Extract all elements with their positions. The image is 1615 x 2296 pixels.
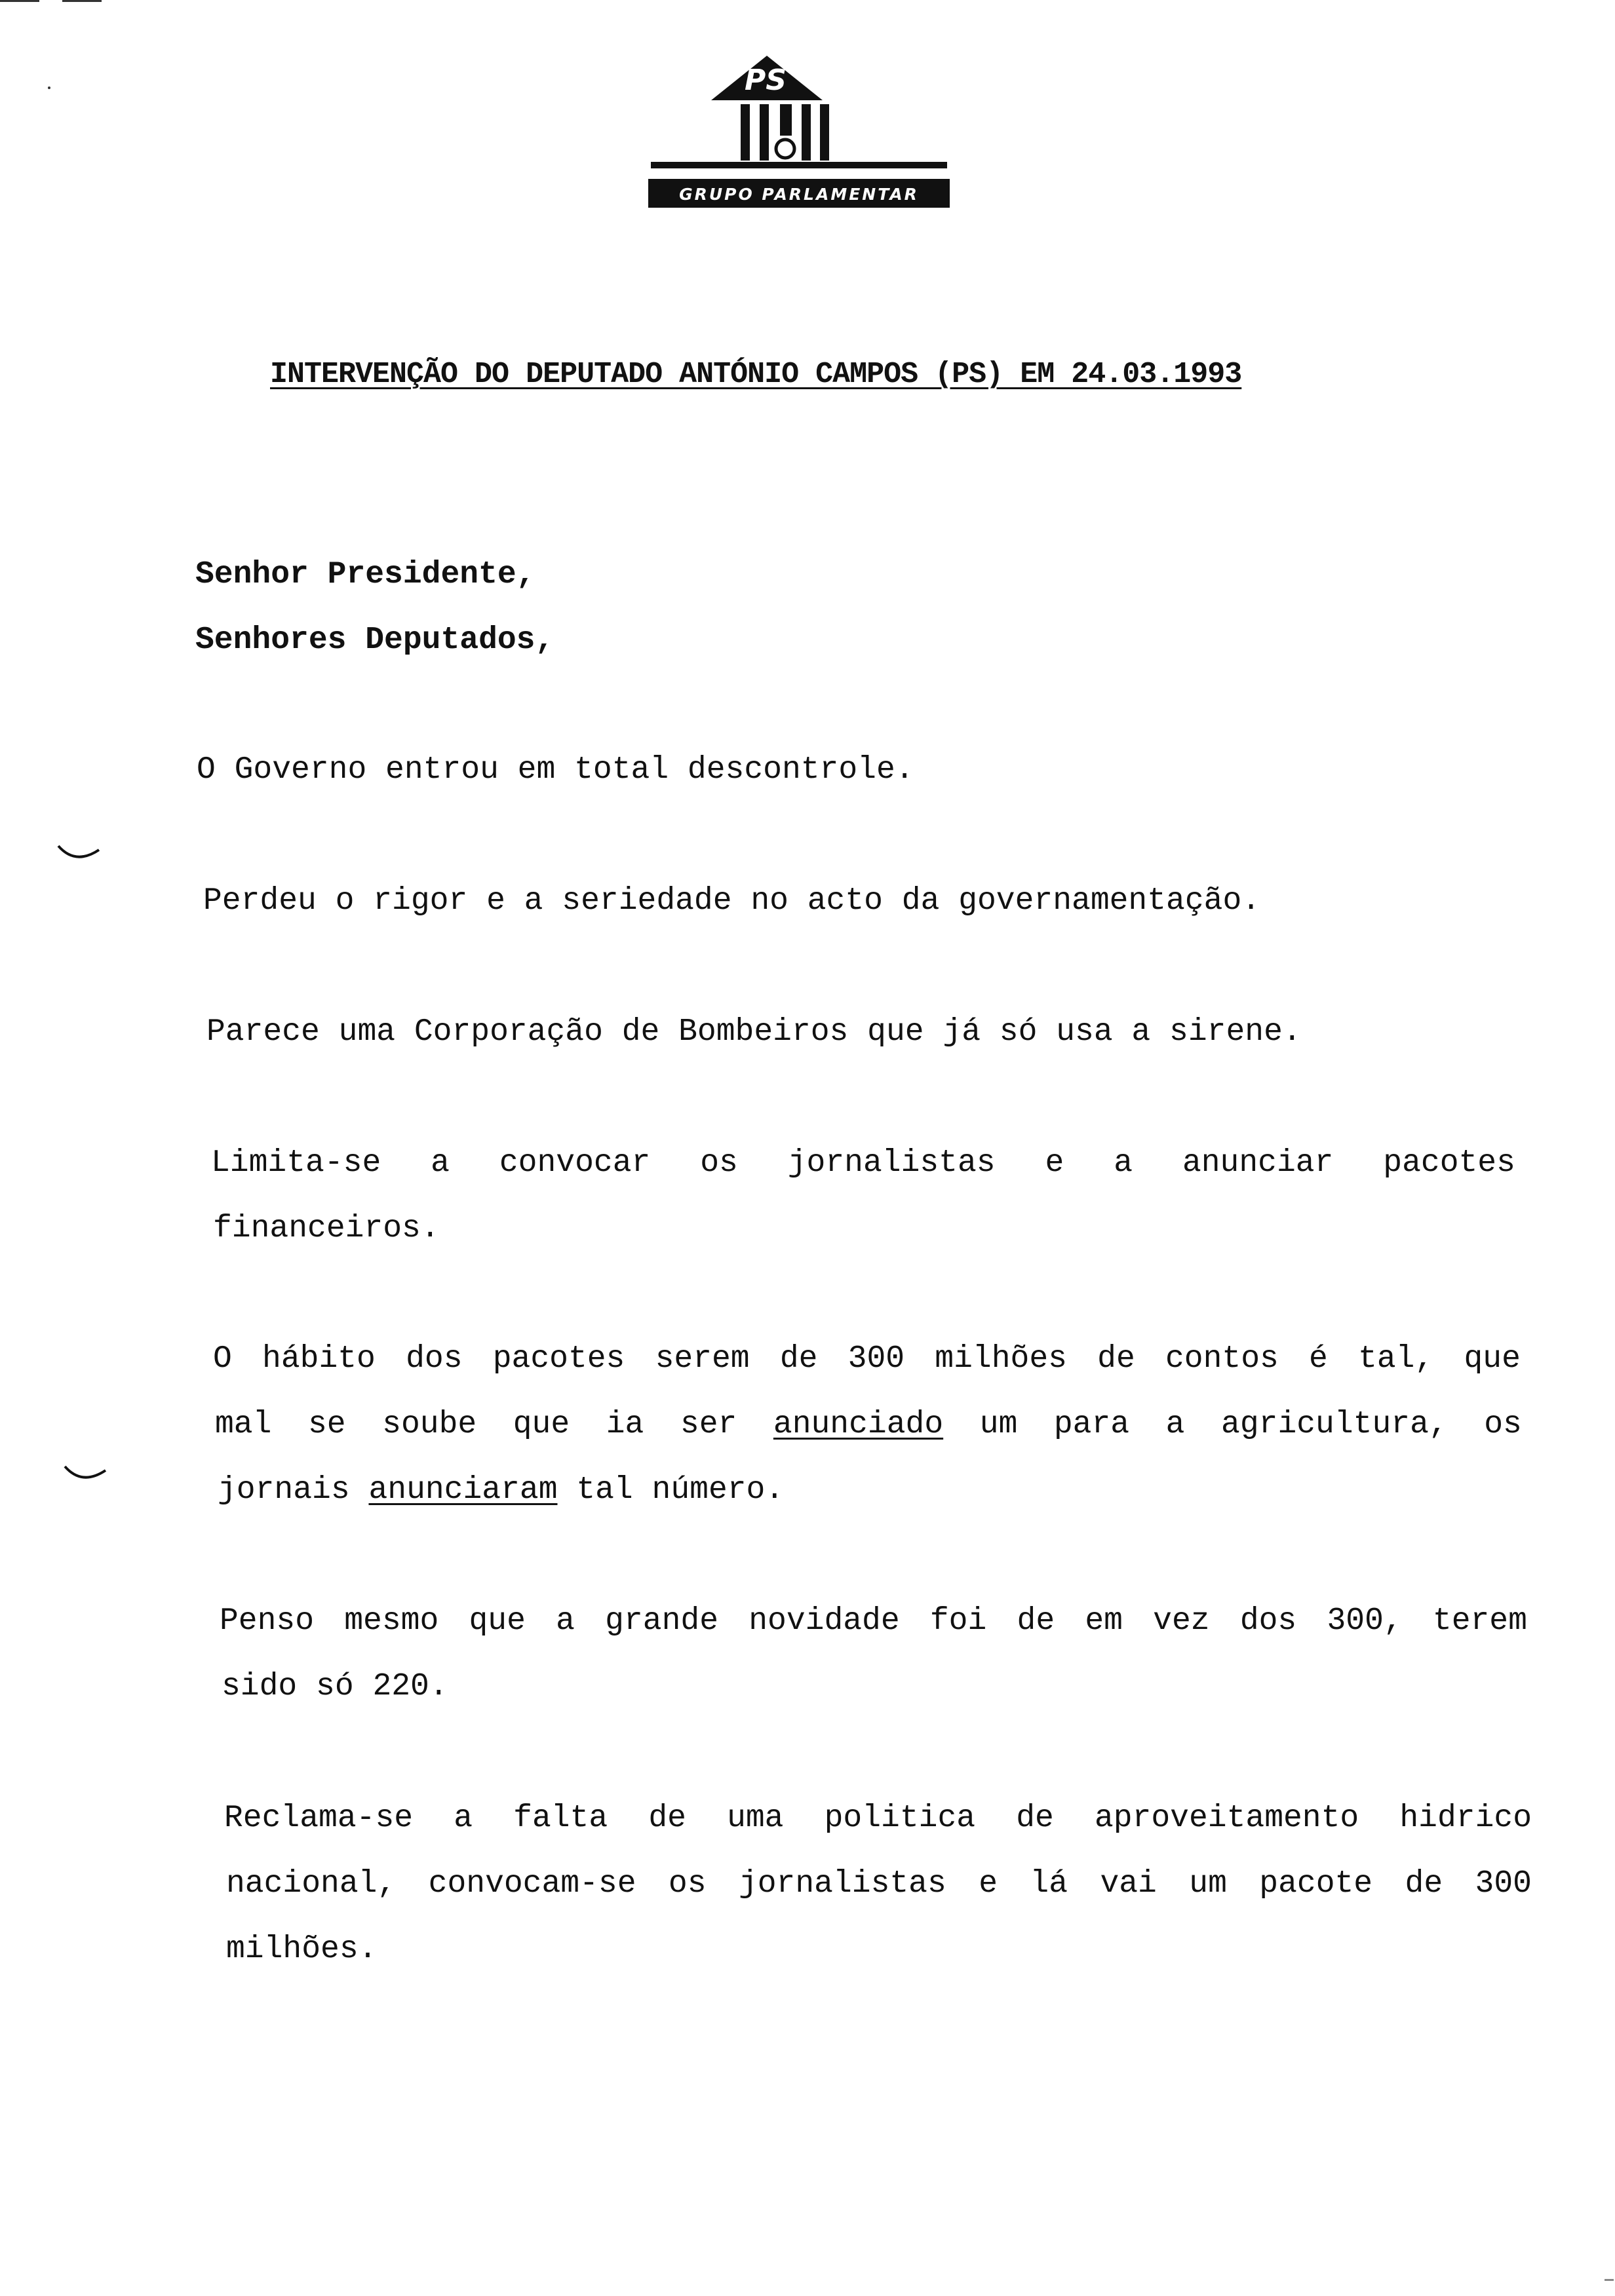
word: de — [1017, 1603, 1055, 1639]
word: convocar — [499, 1145, 651, 1181]
paragraph-4-line-2: financeiros. — [213, 1211, 440, 1246]
word: aproveitamento — [1094, 1801, 1359, 1836]
word: que — [1464, 1341, 1521, 1377]
margin-check-mark-icon — [56, 842, 102, 868]
logo-caption: GRUPO PARLAMENTAR — [679, 185, 919, 204]
logo-column — [760, 104, 769, 161]
salutation-line-2: Senhores Deputados, — [195, 622, 555, 658]
margin-check-mark-icon — [62, 1463, 108, 1489]
word: serem — [655, 1341, 750, 1377]
word: é — [1309, 1341, 1328, 1377]
word: O — [213, 1341, 232, 1377]
logo-column — [741, 104, 750, 161]
word: ser — [680, 1407, 737, 1442]
paragraph-6-line-1 — [220, 1603, 1527, 1639]
paragraph-3: Parece uma Corporação de Bombeiros que já só usa a sirene. — [206, 1014, 1302, 1050]
logo-column — [820, 104, 829, 161]
word: grande — [605, 1603, 718, 1639]
logo-base-line — [651, 162, 947, 168]
paragraph-5-line-3-tail: tal número. — [576, 1472, 785, 1508]
scan-mark-bottom-right — [1605, 2279, 1614, 2281]
word: se — [307, 1407, 346, 1442]
scan-dot — [48, 86, 50, 89]
word: mesmo — [344, 1603, 439, 1639]
word: de — [1016, 1801, 1054, 1836]
logo-rose-icon — [776, 140, 794, 158]
word: terem — [1432, 1603, 1527, 1639]
word: falta — [513, 1801, 608, 1836]
paragraph-1 — [197, 752, 914, 788]
word: convocam-se — [428, 1866, 636, 1902]
word: de — [1405, 1866, 1443, 1902]
logo-graphic — [646, 49, 954, 213]
word: ia — [606, 1407, 644, 1442]
word: lá — [1030, 1866, 1068, 1902]
paragraph-7-line-1 — [224, 1801, 1532, 1836]
paragraph-1-text: O Governo entrou em total descontrole. — [197, 752, 914, 788]
word: que — [469, 1603, 526, 1639]
logo-column — [780, 104, 792, 136]
word: 300 — [847, 1341, 905, 1377]
word: em — [1085, 1603, 1123, 1639]
word: a — [431, 1145, 450, 1181]
word: jornalistas — [787, 1145, 996, 1181]
paragraph-5-line-3 — [218, 1472, 784, 1508]
underlined-word: anunciado — [773, 1407, 944, 1442]
word: 300 — [1475, 1866, 1532, 1902]
word: um — [979, 1407, 1018, 1442]
word: de — [1097, 1341, 1135, 1377]
scan-mark-top-left-1 — [0, 0, 39, 2]
word: foi — [929, 1603, 987, 1639]
underlined-word: anunciaram — [368, 1472, 558, 1508]
word: vez — [1153, 1603, 1210, 1639]
paragraph-7-line-2 — [226, 1866, 1532, 1902]
paragraph-6-line-2: sido só 220. — [222, 1669, 448, 1704]
word: contos — [1165, 1341, 1279, 1377]
word: e — [979, 1866, 998, 1902]
word: que — [513, 1407, 570, 1442]
word: os — [668, 1866, 707, 1902]
word: anunciar — [1182, 1145, 1334, 1181]
word: de — [648, 1801, 686, 1836]
word: a — [556, 1603, 575, 1639]
word: politica — [824, 1801, 976, 1836]
word: uma — [727, 1801, 784, 1836]
word: um — [1189, 1866, 1227, 1902]
word: jornalistas — [738, 1866, 946, 1902]
paragraph-4-line-1 — [211, 1145, 1515, 1181]
word: mal — [215, 1407, 272, 1442]
document-title: INTERVENÇÃO DO DEPUTADO ANTÓNIO CAMPOS (PS) EM 24.03.1993 — [270, 358, 1242, 391]
scan-mark-top-left-2 — [62, 0, 102, 2]
word: os — [1484, 1407, 1522, 1442]
word: Penso — [220, 1603, 315, 1639]
word: dos — [406, 1341, 463, 1377]
word: Reclama-se — [224, 1801, 414, 1836]
word: jornais — [218, 1472, 350, 1508]
word: vai — [1100, 1866, 1157, 1902]
word: nacional, — [226, 1866, 397, 1902]
word: soube — [382, 1407, 477, 1442]
word: de — [779, 1341, 818, 1377]
paragraph-7-line-3: milhões. — [226, 1932, 378, 1967]
paragraph-5-line-1 — [213, 1341, 1521, 1377]
word: 300, — [1327, 1603, 1403, 1639]
word: a — [454, 1801, 473, 1836]
word: milhões — [935, 1341, 1067, 1377]
word: para — [1053, 1407, 1130, 1442]
word: a — [1114, 1145, 1133, 1181]
word: dos — [1239, 1603, 1297, 1639]
word: hábito — [262, 1341, 376, 1377]
word: hidrico — [1399, 1801, 1532, 1836]
word: tal, — [1358, 1341, 1434, 1377]
word: a — [1165, 1407, 1185, 1442]
word: Limita-se — [211, 1145, 381, 1181]
word: novidade — [749, 1603, 900, 1639]
word: pacotes — [1383, 1145, 1515, 1181]
salutation-line-1: Senhor Presidente, — [195, 557, 535, 592]
paragraph-2: Perdeu o rigor e a seriedade no acto da governamentação. — [203, 883, 1261, 919]
ps-parliamentary-group-logo — [646, 49, 954, 213]
word: os — [700, 1145, 738, 1181]
word: pacotes — [492, 1341, 625, 1377]
word: e — [1045, 1145, 1064, 1181]
logo-column — [802, 104, 811, 161]
logo-initials: PS — [745, 64, 787, 97]
word: agricultura, — [1221, 1407, 1448, 1442]
word: pacote — [1259, 1866, 1373, 1902]
paragraph-5-line-2 — [215, 1407, 1522, 1442]
